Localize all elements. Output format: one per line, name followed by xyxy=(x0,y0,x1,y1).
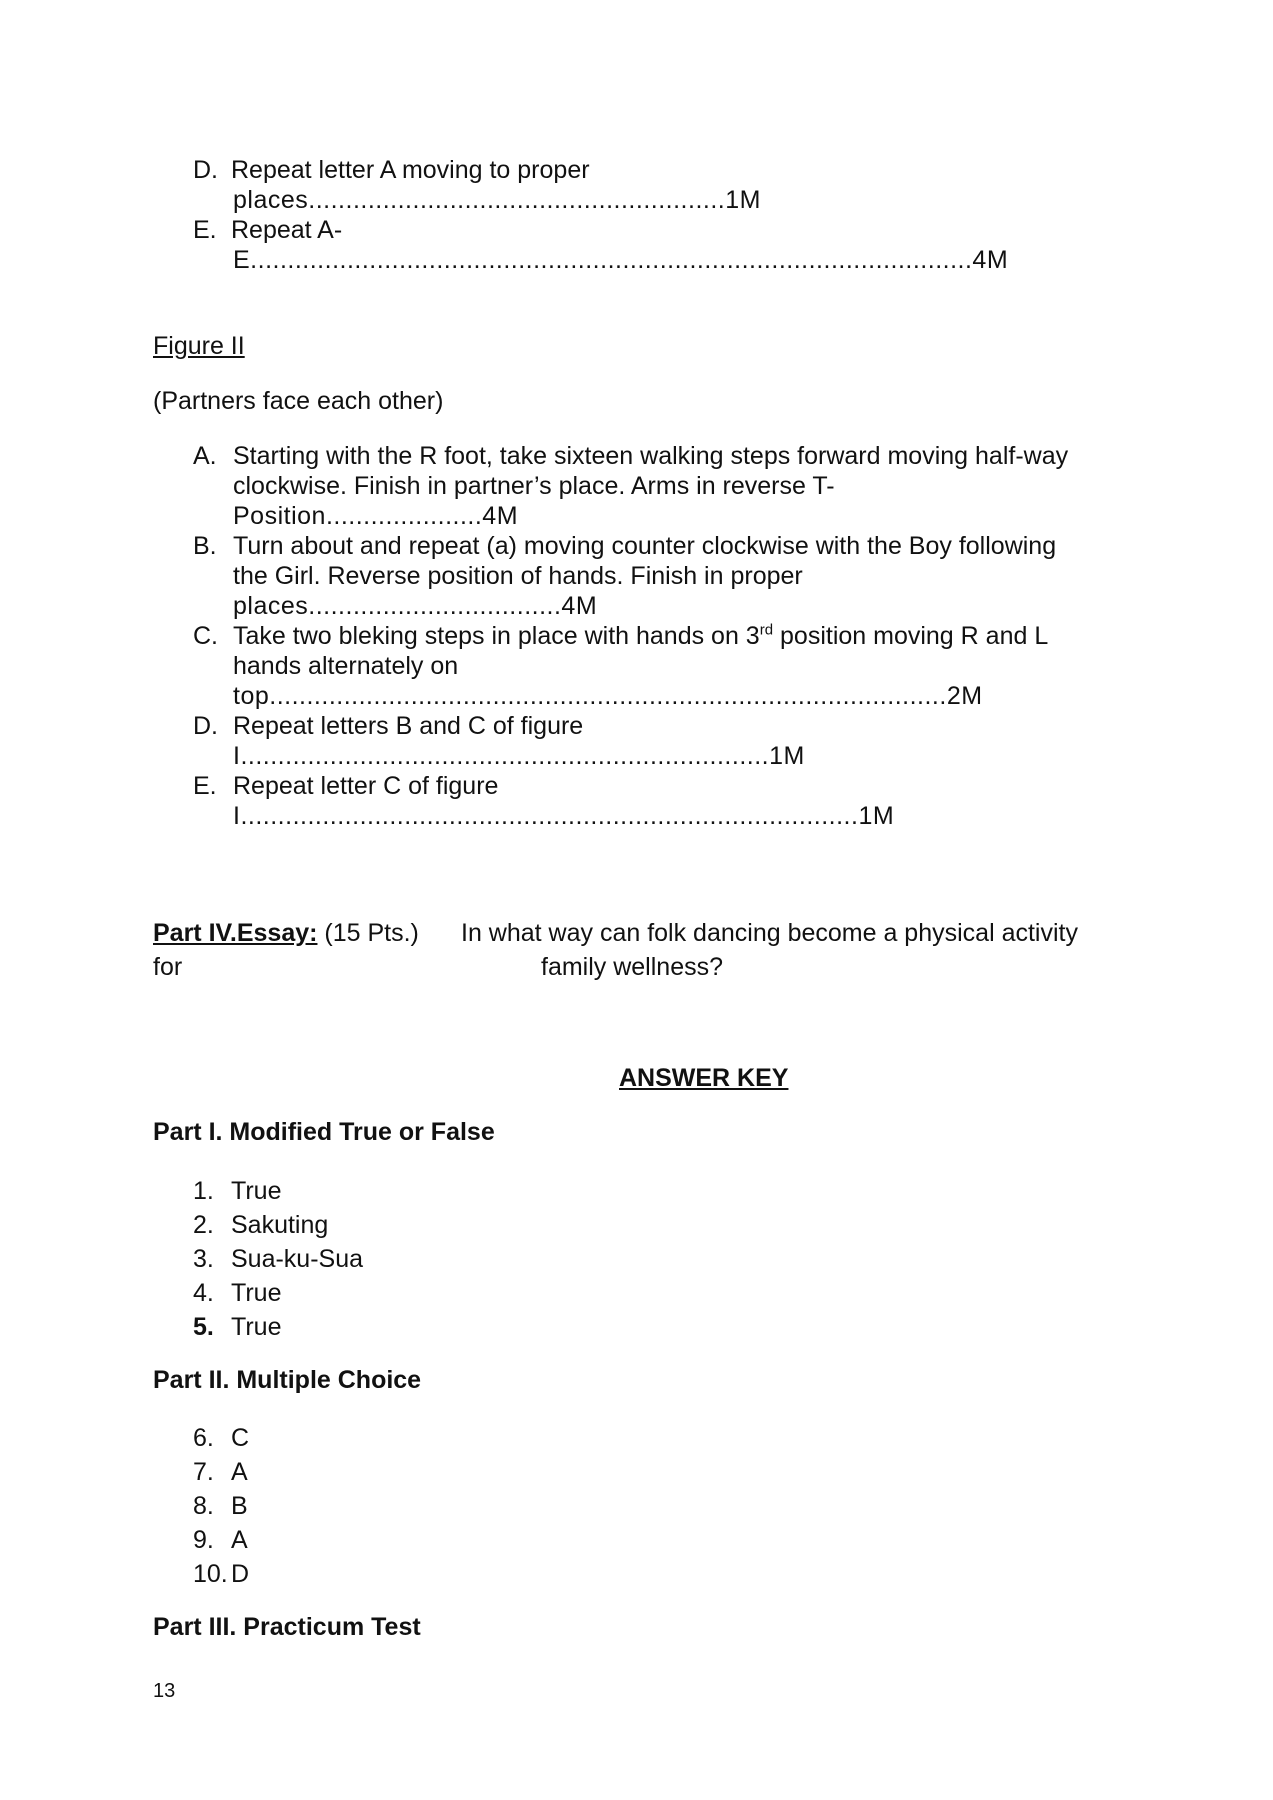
item-text: Take two bleking steps in place with hands on 3 xyxy=(233,622,760,650)
item-letter: D. xyxy=(193,156,218,184)
figure-item-b-line3: places..................................4M xyxy=(233,592,598,620)
top-item-e xyxy=(193,215,342,245)
item-number: 5. xyxy=(193,1313,214,1341)
figure-item-d-line2: I.......................................................................1M xyxy=(233,742,805,770)
list-item xyxy=(193,1523,249,1557)
item-text: Repeat letters B and C of figure xyxy=(233,712,584,740)
figure-item-c-line2: hands alternately on xyxy=(233,652,459,680)
superscript: rd xyxy=(759,621,774,639)
item-answer: True xyxy=(231,1313,282,1341)
item-number: 2. xyxy=(193,1211,214,1239)
item-text-after: position moving R and L xyxy=(773,622,1049,650)
figure-item-e-line2: I...................................................................................1M xyxy=(233,802,895,830)
figure-item-a xyxy=(193,441,1068,471)
item-number: 8. xyxy=(193,1492,214,1520)
figure-item-e xyxy=(193,771,498,801)
item-answer: Sakuting xyxy=(231,1211,329,1239)
essay-for: for xyxy=(153,953,183,981)
essay-question-end: family wellness? xyxy=(541,953,724,981)
figure-item-d xyxy=(193,711,583,741)
item-answer: D xyxy=(231,1560,250,1588)
item-answer: B xyxy=(231,1492,248,1520)
item-letter: D. xyxy=(193,712,218,740)
answer-key-title: ANSWER KEY xyxy=(619,1064,789,1092)
item-answer: Sua-ku-Sua xyxy=(231,1245,364,1273)
part3-heading: Part III. Practicum Test xyxy=(153,1613,421,1641)
essay-points: (15 Pts.) xyxy=(317,919,419,947)
item-number: 9. xyxy=(193,1526,214,1554)
page-number: 13 xyxy=(153,1680,176,1702)
list-item xyxy=(193,1489,249,1523)
list-item xyxy=(193,1174,363,1208)
item-answer: C xyxy=(231,1424,250,1452)
figure-item-b xyxy=(193,531,1056,561)
list-item xyxy=(193,1455,249,1489)
part1-heading: Part I. Modified True or False xyxy=(153,1118,495,1146)
item-number: 3. xyxy=(193,1245,214,1273)
item-letter: E. xyxy=(193,772,217,800)
item-number: 7. xyxy=(193,1458,214,1486)
item-text: Turn about and repeat (a) moving counter clockwise with the Boy following xyxy=(233,532,1057,560)
essay-question-text: In what way can folk dancing become a physical activity xyxy=(461,919,1078,947)
figure-heading: Figure II xyxy=(153,332,245,360)
item-answer: A xyxy=(231,1458,248,1486)
figure-item-a-line2: clockwise. Finish in partner’s place. Arms in reverse T- xyxy=(233,472,835,500)
item-letter: E. xyxy=(193,216,217,244)
essay-label: Part IV.Essay: xyxy=(153,919,318,947)
list-item xyxy=(193,1310,363,1344)
list-item xyxy=(193,1557,249,1591)
part2-list xyxy=(193,1421,249,1591)
item-letter: C. xyxy=(193,622,218,650)
item-answer: True xyxy=(231,1177,282,1205)
top-item-d xyxy=(193,155,590,185)
part2-heading: Part II. Multiple Choice xyxy=(153,1366,422,1394)
item-text: Repeat A- xyxy=(231,216,343,244)
figure-item-c-line3: top...........................................................................................2M xyxy=(233,682,983,710)
figure-note: (Partners face each other) xyxy=(153,387,444,415)
figure-item-c xyxy=(193,621,1048,651)
item-text: Repeat letter A moving to proper xyxy=(231,156,590,184)
item-text: Starting with the R foot, take sixteen walking steps forward moving half-way xyxy=(233,442,1069,470)
figure-item-b-line2: the Girl. Reverse position of hands. Finish in proper xyxy=(233,562,803,590)
item-number: 4. xyxy=(193,1279,214,1307)
item-letter: A. xyxy=(193,442,217,470)
list-item xyxy=(193,1242,363,1276)
list-item xyxy=(193,1276,363,1310)
item-text: Repeat letter C of figure xyxy=(233,772,499,800)
part1-list xyxy=(193,1174,363,1344)
item-number: 10. xyxy=(193,1560,228,1588)
item-number: 6. xyxy=(193,1424,214,1452)
list-item xyxy=(193,1208,363,1242)
top-item-e-leader: E.................................................................................................4M xyxy=(233,246,1009,274)
item-number: 1. xyxy=(193,1177,214,1205)
item-answer: True xyxy=(231,1279,282,1307)
figure-item-a-line3: Position.....................4M xyxy=(233,502,519,530)
list-item xyxy=(193,1421,249,1455)
item-letter: B. xyxy=(193,532,217,560)
item-answer: A xyxy=(231,1526,248,1554)
essay-question xyxy=(153,918,419,948)
top-item-d-leader: places........................................................1M xyxy=(233,186,761,214)
